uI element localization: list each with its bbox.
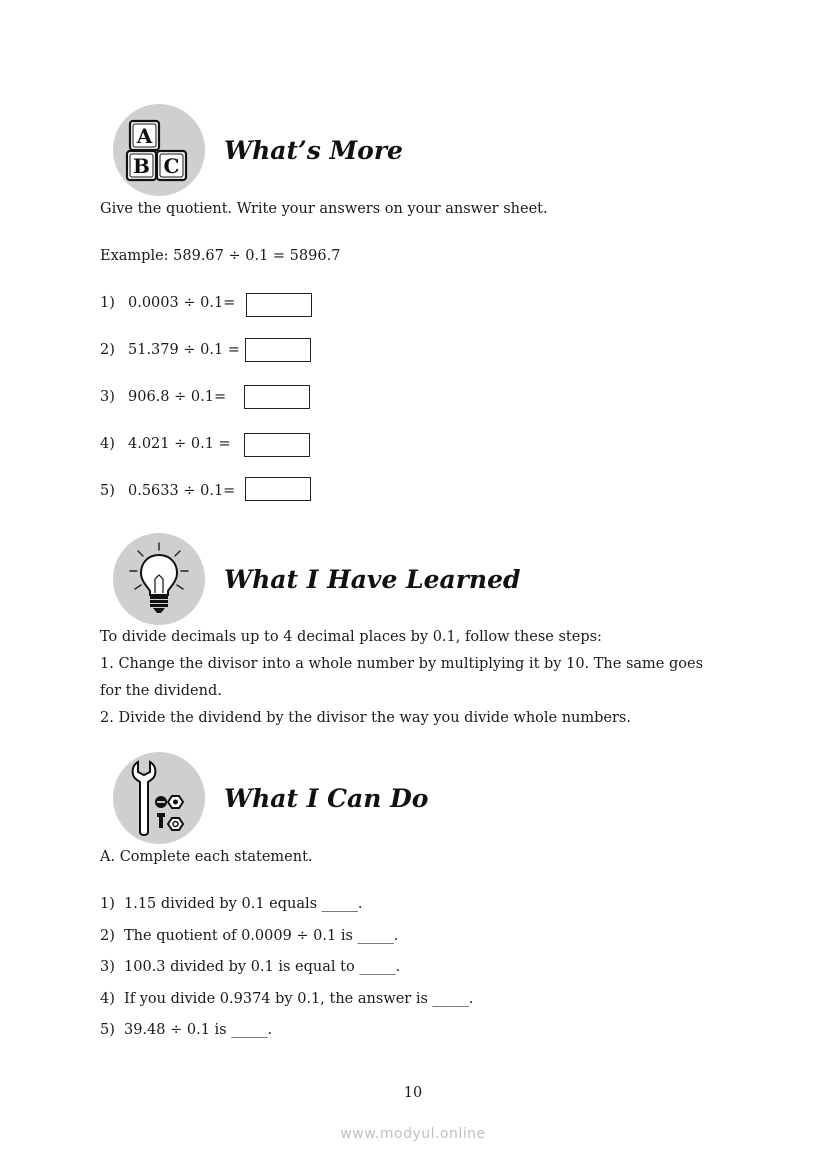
item-statement: 39.48 ÷ 0.1 is _____. [124,1022,273,1038]
abc-letter-a: A [136,124,153,148]
item-expression: 4.021 ÷ 0.1 = [128,436,231,452]
whats-more-item-1 [100,296,235,311]
learned-line-2: 1. Change the divisor into a whole number by multiplying it by 10. The same goes [100,656,704,672]
can-do-instructions: A. Complete each statement. [100,849,313,865]
item-number: 1) [100,896,115,912]
can-do-item-4 [100,992,473,1007]
whats-more-title: What’s More [224,136,403,165]
answer-box-3[interactable] [244,385,310,409]
can-do-item-2 [100,929,398,944]
item-number: 2) [100,928,115,944]
item-number: 4) [100,436,115,452]
whats-more-instructions: Give the quotient. Write your answers on your answer sheet. [100,201,548,217]
item-statement: 1.15 divided by 0.1 equals _____. [124,896,363,912]
watermark: www.modyul.online [340,1126,486,1142]
abc-letter-c: C [163,154,180,178]
item-statement: 100.3 divided by 0.1 is equal to _____. [124,959,401,975]
can-do-item-3 [100,960,400,975]
item-expression: 906.8 ÷ 0.1= [128,389,227,405]
what-i-can-do-title: What I Can Do [224,784,429,813]
item-expression: 0.0003 ÷ 0.1= [128,295,236,311]
item-statement: The quotient of 0.0009 ÷ 0.1 is _____. [124,928,399,944]
learned-line-3: for the dividend. [100,683,222,699]
can-do-item-5 [100,1023,272,1038]
item-number: 2) [100,342,115,358]
item-number: 3) [100,959,115,975]
abc-letter-b: B [133,154,150,178]
item-number: 1) [100,295,115,311]
item-expression: 51.379 ÷ 0.1 = [128,342,240,358]
can-do-item-1 [100,897,363,912]
answer-box-5[interactable] [245,477,311,501]
whats-more-item-4 [100,437,231,452]
item-number: 3) [100,389,115,405]
answer-box-1[interactable] [246,293,312,317]
learned-line-4: 2. Divide the dividend by the divisor the way you divide whole numbers. [100,710,631,726]
item-number: 5) [100,483,115,499]
item-number: 4) [100,991,115,1007]
what-i-have-learned-title: What I Have Learned [224,565,521,594]
item-number: 5) [100,1022,115,1038]
abc-blocks-icon [113,104,205,196]
item-statement: If you divide 0.9374 by 0.1, the answer is _____. [124,991,474,1007]
whats-more-item-2 [100,343,240,358]
item-expression: 0.5633 ÷ 0.1= [128,483,236,499]
tools-icon [113,752,205,844]
whats-more-item-5 [100,484,235,499]
answer-box-2[interactable] [245,338,311,362]
whats-more-example: Example: 589.67 ÷ 0.1 = 5896.7 [100,248,341,264]
page-number: 10 [403,1085,423,1101]
learned-line-1: To divide decimals up to 4 decimal places by 0.1, follow these steps: [100,629,602,645]
whats-more-item-3 [100,390,226,405]
light-bulb-icon [113,533,205,625]
answer-box-4[interactable] [244,433,310,457]
